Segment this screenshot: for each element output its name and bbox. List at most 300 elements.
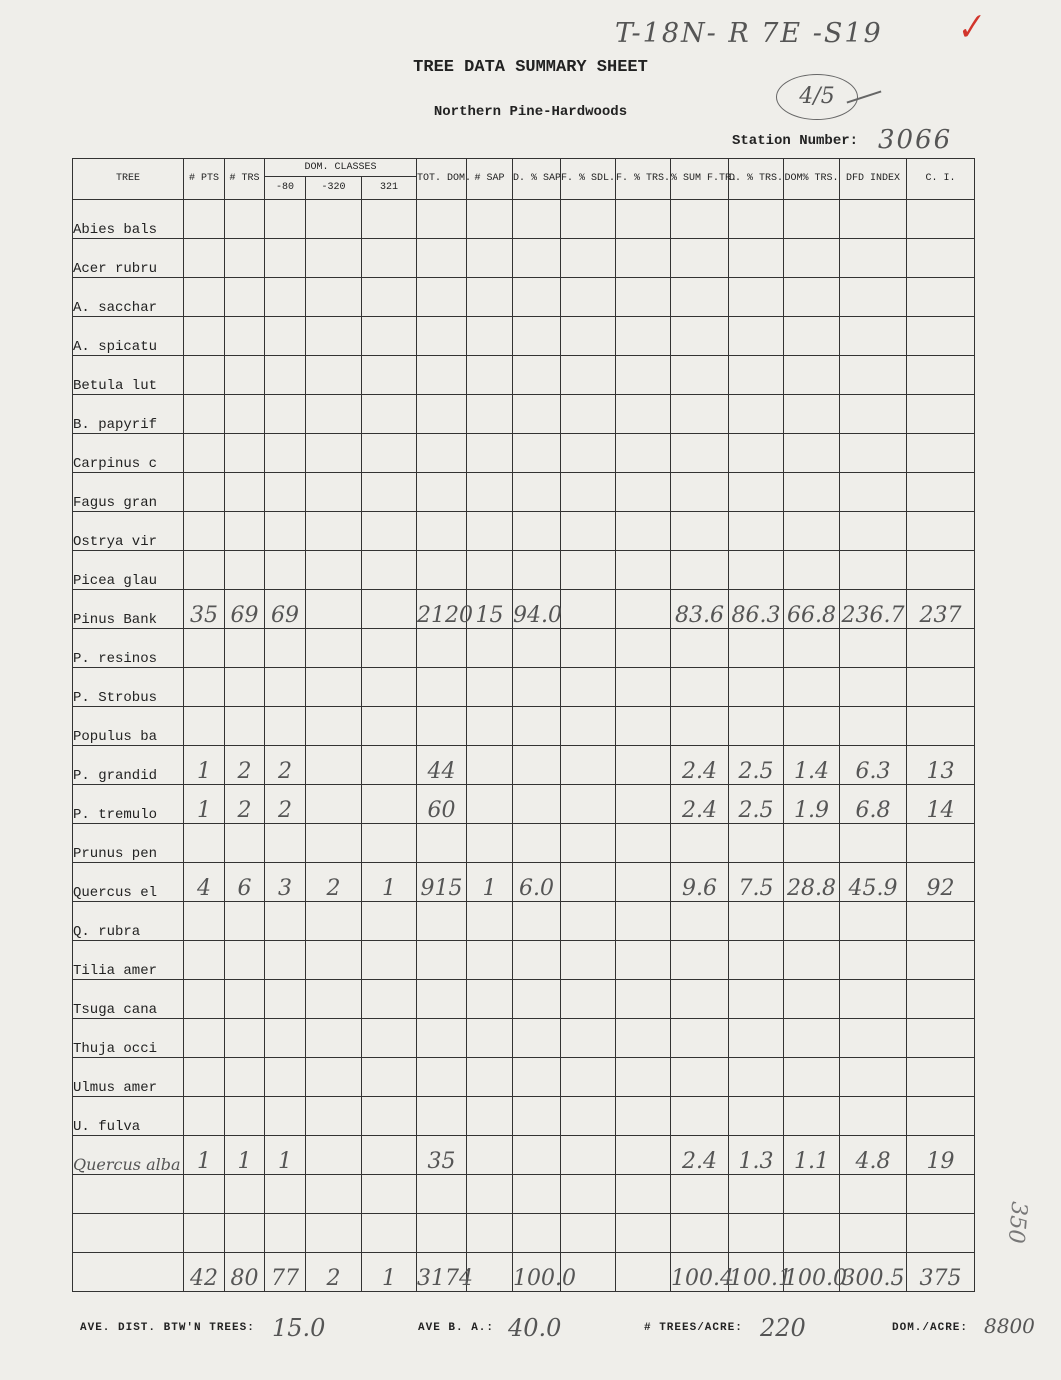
value-cell: 1.9 — [784, 785, 840, 824]
value-cell: 1 — [184, 1136, 225, 1175]
value-cell — [907, 356, 975, 395]
table-row — [73, 356, 975, 395]
value-cell — [265, 902, 306, 941]
value-cell — [225, 395, 265, 434]
value-cell — [362, 785, 417, 824]
tree-name-cell — [73, 1214, 184, 1253]
tree-name-cell: A. spicatu — [73, 317, 184, 356]
value-cell — [306, 551, 362, 590]
value-cell — [729, 668, 784, 707]
tree-name-cell: Thuja occi — [73, 1019, 184, 1058]
value-cell: 1.3 — [729, 1136, 784, 1175]
value-cell — [616, 278, 671, 317]
value-cell: 1 — [467, 863, 513, 902]
value-cell — [561, 902, 616, 941]
tree-name-cell: Tsuga cana — [73, 980, 184, 1019]
value-cell — [265, 473, 306, 512]
value-cell — [225, 902, 265, 941]
value-cell — [513, 707, 561, 746]
value-cell — [784, 473, 840, 512]
tree-name-cell: Quercus alba — [73, 1136, 184, 1175]
value-cell — [840, 278, 907, 317]
value-cell — [729, 278, 784, 317]
value-cell — [671, 551, 729, 590]
value-cell: 375 — [907, 1253, 975, 1292]
value-cell — [784, 200, 840, 239]
tree-name-cell: P. grandid — [73, 746, 184, 785]
value-cell: 2120 — [417, 590, 467, 629]
value-cell — [671, 941, 729, 980]
value-cell — [265, 1058, 306, 1097]
table-row — [73, 902, 975, 941]
ave-dist-value: 15.0 — [272, 1314, 326, 1342]
value-cell — [306, 278, 362, 317]
red-check-mark: ✓ — [951, 5, 988, 51]
value-cell — [225, 707, 265, 746]
value-cell: 69 — [225, 590, 265, 629]
value-cell — [184, 707, 225, 746]
value-cell — [561, 629, 616, 668]
value-cell — [616, 239, 671, 278]
value-cell — [362, 746, 417, 785]
value-cell — [784, 1175, 840, 1214]
col-pts: # PTS — [184, 159, 225, 200]
value-cell — [784, 395, 840, 434]
value-cell — [362, 395, 417, 434]
value-cell — [729, 317, 784, 356]
value-cell — [184, 1019, 225, 1058]
value-cell — [840, 317, 907, 356]
value-cell — [265, 824, 306, 863]
tree-data-table — [72, 158, 975, 1292]
table-row — [73, 707, 975, 746]
value-cell — [616, 980, 671, 1019]
value-cell: 2.5 — [729, 785, 784, 824]
table-row — [73, 590, 975, 629]
value-cell — [184, 317, 225, 356]
tree-name-cell: P. Strobus — [73, 668, 184, 707]
value-cell — [840, 980, 907, 1019]
value-cell — [784, 1214, 840, 1253]
value-cell — [671, 629, 729, 668]
value-cell — [417, 356, 467, 395]
value-cell — [561, 980, 616, 1019]
value-cell — [306, 512, 362, 551]
value-cell — [306, 980, 362, 1019]
value-cell — [184, 941, 225, 980]
value-cell — [362, 629, 417, 668]
col-sum-ftr: % SUM F.TR. — [671, 159, 729, 200]
value-cell — [729, 1097, 784, 1136]
value-cell: 4 — [184, 863, 225, 902]
value-cell — [225, 239, 265, 278]
table-row — [73, 1136, 975, 1175]
value-cell: 1 — [362, 863, 417, 902]
table-row — [73, 863, 975, 902]
col-f-sdl: F. % SDL. — [561, 159, 616, 200]
value-cell — [225, 824, 265, 863]
value-cell — [306, 239, 362, 278]
col-trs: # TRS — [225, 159, 265, 200]
value-cell: 6.8 — [840, 785, 907, 824]
value-cell: 14 — [907, 785, 975, 824]
tree-name-cell: Populus ba — [73, 707, 184, 746]
value-cell — [362, 434, 417, 473]
value-cell: 100.0 — [784, 1253, 840, 1292]
col-tree: TREE — [73, 159, 184, 200]
value-cell — [616, 1253, 671, 1292]
value-cell — [561, 317, 616, 356]
value-cell — [616, 434, 671, 473]
table-row — [73, 434, 975, 473]
value-cell — [306, 746, 362, 785]
value-cell — [225, 551, 265, 590]
value-cell: 60 — [417, 785, 467, 824]
value-cell — [671, 707, 729, 746]
value-cell — [417, 1214, 467, 1253]
value-cell — [840, 1097, 907, 1136]
value-cell — [907, 395, 975, 434]
tree-name-cell: Quercus el — [73, 863, 184, 902]
value-cell: 15 — [467, 590, 513, 629]
table-row — [73, 317, 975, 356]
value-cell: 2 — [306, 1253, 362, 1292]
value-cell — [417, 278, 467, 317]
value-cell — [362, 590, 417, 629]
value-cell — [840, 356, 907, 395]
value-cell — [784, 278, 840, 317]
col-dom-80: -80 — [265, 177, 306, 200]
value-cell — [467, 434, 513, 473]
value-cell — [616, 941, 671, 980]
value-cell: 7.5 — [729, 863, 784, 902]
value-cell — [561, 941, 616, 980]
value-cell — [729, 1175, 784, 1214]
margin-note: 350 — [1002, 1200, 1032, 1245]
dom-per-acre-label: DOM./ACRE: — [892, 1322, 969, 1334]
value-cell — [561, 200, 616, 239]
value-cell — [225, 356, 265, 395]
value-cell — [184, 551, 225, 590]
col-f-trs: F. % TRS. — [616, 159, 671, 200]
table-row — [73, 1058, 975, 1097]
value-cell — [784, 707, 840, 746]
value-cell — [840, 434, 907, 473]
col-d-trs: D. % TRS. — [729, 159, 784, 200]
value-cell — [513, 317, 561, 356]
value-cell — [616, 1214, 671, 1253]
value-cell — [225, 200, 265, 239]
value-cell — [362, 551, 417, 590]
value-cell — [467, 1253, 513, 1292]
table-row — [73, 551, 975, 590]
value-cell — [616, 356, 671, 395]
value-cell — [729, 356, 784, 395]
value-cell — [784, 980, 840, 1019]
value-cell: 2 — [265, 746, 306, 785]
value-cell — [671, 200, 729, 239]
value-cell — [306, 629, 362, 668]
table-row — [73, 1175, 975, 1214]
value-cell — [784, 941, 840, 980]
value-cell — [616, 395, 671, 434]
value-cell — [784, 629, 840, 668]
value-cell — [417, 941, 467, 980]
value-cell: 2.5 — [729, 746, 784, 785]
value-cell — [729, 824, 784, 863]
value-cell — [671, 902, 729, 941]
value-cell — [671, 356, 729, 395]
value-cell — [840, 902, 907, 941]
value-cell — [907, 980, 975, 1019]
value-cell — [671, 1058, 729, 1097]
value-cell — [671, 434, 729, 473]
value-cell: 94.0 — [513, 590, 561, 629]
value-cell: 1.1 — [784, 1136, 840, 1175]
tree-name-cell: P. tremulo — [73, 785, 184, 824]
value-cell: 2.4 — [671, 746, 729, 785]
value-cell — [616, 512, 671, 551]
tree-name-cell: Ulmus amer — [73, 1058, 184, 1097]
value-cell — [907, 1175, 975, 1214]
value-cell — [784, 356, 840, 395]
value-cell — [907, 239, 975, 278]
col-tot-dom: TOT. DOM. — [417, 159, 467, 200]
value-cell — [417, 200, 467, 239]
value-cell — [561, 1097, 616, 1136]
value-cell — [840, 707, 907, 746]
value-cell — [467, 824, 513, 863]
tree-name-cell — [73, 1253, 184, 1292]
value-cell — [561, 785, 616, 824]
value-cell — [362, 239, 417, 278]
value-cell: 6.0 — [513, 863, 561, 902]
value-cell — [513, 434, 561, 473]
value-cell — [184, 824, 225, 863]
value-cell: 2 — [306, 863, 362, 902]
value-cell — [671, 512, 729, 551]
value-cell — [616, 629, 671, 668]
value-cell — [561, 590, 616, 629]
table-row — [73, 1097, 975, 1136]
tree-name-cell: Prunus pen — [73, 824, 184, 863]
table-row — [73, 629, 975, 668]
value-cell — [561, 746, 616, 785]
value-cell — [561, 434, 616, 473]
value-cell — [784, 668, 840, 707]
value-cell — [561, 824, 616, 863]
value-cell — [184, 668, 225, 707]
value-cell: 4.8 — [840, 1136, 907, 1175]
value-cell: 1 — [184, 746, 225, 785]
value-cell — [671, 980, 729, 1019]
value-cell — [306, 707, 362, 746]
value-cell — [225, 980, 265, 1019]
value-cell — [616, 317, 671, 356]
value-cell — [362, 278, 417, 317]
dom-per-acre-value: 8800 — [984, 1314, 1035, 1338]
value-cell — [907, 551, 975, 590]
value-cell — [513, 941, 561, 980]
value-cell — [467, 395, 513, 434]
value-cell — [907, 668, 975, 707]
value-cell — [467, 1058, 513, 1097]
value-cell — [784, 1097, 840, 1136]
value-cell — [417, 980, 467, 1019]
value-cell — [840, 551, 907, 590]
value-cell — [225, 941, 265, 980]
value-cell — [265, 1175, 306, 1214]
value-cell — [362, 980, 417, 1019]
sheet-title: TREE DATA SUMMARY SHEET — [413, 58, 648, 77]
ave-ba-value: 40.0 — [508, 1314, 562, 1342]
value-cell — [561, 512, 616, 551]
value-cell — [513, 746, 561, 785]
value-cell — [840, 239, 907, 278]
value-cell — [306, 317, 362, 356]
value-cell — [306, 668, 362, 707]
value-cell — [417, 707, 467, 746]
tree-name-cell: Betula lut — [73, 356, 184, 395]
value-cell — [467, 629, 513, 668]
tree-name-cell: Acer rubru — [73, 239, 184, 278]
value-cell: 2.4 — [671, 785, 729, 824]
table-row — [73, 746, 975, 785]
table-row — [73, 200, 975, 239]
value-cell — [784, 1058, 840, 1097]
value-cell: 1.4 — [784, 746, 840, 785]
value-cell — [467, 512, 513, 551]
value-cell — [513, 356, 561, 395]
value-cell — [616, 824, 671, 863]
value-cell — [306, 1019, 362, 1058]
value-cell: 35 — [184, 590, 225, 629]
value-cell: 45.9 — [840, 863, 907, 902]
value-cell — [467, 551, 513, 590]
value-cell — [306, 1058, 362, 1097]
value-cell — [467, 1214, 513, 1253]
value-cell — [225, 1019, 265, 1058]
value-cell: 1 — [184, 785, 225, 824]
value-cell — [840, 824, 907, 863]
value-cell — [362, 1097, 417, 1136]
value-cell — [306, 1097, 362, 1136]
value-cell — [417, 434, 467, 473]
value-cell — [184, 512, 225, 551]
value-cell: 28.8 — [784, 863, 840, 902]
value-cell — [225, 1097, 265, 1136]
value-cell — [306, 785, 362, 824]
value-cell — [561, 278, 616, 317]
value-cell — [513, 1097, 561, 1136]
value-cell — [184, 902, 225, 941]
tree-name-cell: Tilia amer — [73, 941, 184, 980]
tree-name-cell: Picea glau — [73, 551, 184, 590]
value-cell — [671, 1019, 729, 1058]
value-cell — [265, 551, 306, 590]
value-cell — [561, 668, 616, 707]
value-cell — [184, 1058, 225, 1097]
value-cell — [729, 980, 784, 1019]
table-row — [73, 239, 975, 278]
handwritten-location-note: T-18N- R 7E -S19 — [615, 18, 883, 49]
value-cell — [467, 902, 513, 941]
value-cell — [184, 200, 225, 239]
value-cell — [417, 551, 467, 590]
value-cell — [306, 395, 362, 434]
value-cell — [265, 1097, 306, 1136]
table-row — [73, 980, 975, 1019]
value-cell — [467, 668, 513, 707]
value-cell: 237 — [907, 590, 975, 629]
value-cell — [513, 629, 561, 668]
value-cell: 2 — [225, 746, 265, 785]
table-row — [73, 395, 975, 434]
value-cell — [184, 1175, 225, 1214]
value-cell — [513, 1058, 561, 1097]
value-cell — [306, 1214, 362, 1253]
value-cell — [513, 512, 561, 551]
value-cell — [225, 473, 265, 512]
value-cell: 300.5 — [840, 1253, 907, 1292]
value-cell: 100.0 — [513, 1253, 561, 1292]
value-cell — [265, 629, 306, 668]
value-cell: 92 — [907, 863, 975, 902]
value-cell — [417, 239, 467, 278]
value-cell — [513, 200, 561, 239]
value-cell — [729, 239, 784, 278]
value-cell — [784, 512, 840, 551]
value-cell — [417, 512, 467, 551]
value-cell — [184, 629, 225, 668]
value-cell — [306, 434, 362, 473]
trees-per-acre-label: # TREES/ACRE: — [644, 1322, 743, 1334]
table-row — [73, 1253, 975, 1292]
value-cell: 1 — [225, 1136, 265, 1175]
value-cell — [907, 824, 975, 863]
value-cell — [265, 239, 306, 278]
value-cell — [907, 902, 975, 941]
ave-dist-label: AVE. DIST. BTW'N TREES: — [80, 1322, 255, 1334]
tree-name-cell: A. sacchar — [73, 278, 184, 317]
value-cell — [671, 1175, 729, 1214]
value-cell: 6 — [225, 863, 265, 902]
value-cell — [671, 317, 729, 356]
value-cell — [417, 902, 467, 941]
value-cell: 80 — [225, 1253, 265, 1292]
value-cell — [840, 668, 907, 707]
value-cell: 2 — [225, 785, 265, 824]
value-cell — [671, 1097, 729, 1136]
value-cell — [784, 1019, 840, 1058]
value-cell — [265, 980, 306, 1019]
value-cell: 100.1 — [729, 1253, 784, 1292]
value-cell — [225, 668, 265, 707]
value-cell — [306, 1136, 362, 1175]
value-cell — [840, 1214, 907, 1253]
value-cell — [840, 1175, 907, 1214]
value-cell — [561, 1019, 616, 1058]
value-cell — [671, 1214, 729, 1253]
value-cell — [362, 824, 417, 863]
value-cell — [784, 434, 840, 473]
value-cell — [265, 1019, 306, 1058]
value-cell — [561, 1136, 616, 1175]
value-cell — [417, 1058, 467, 1097]
value-cell — [729, 941, 784, 980]
col-sap: # SAP — [467, 159, 513, 200]
value-cell — [784, 824, 840, 863]
